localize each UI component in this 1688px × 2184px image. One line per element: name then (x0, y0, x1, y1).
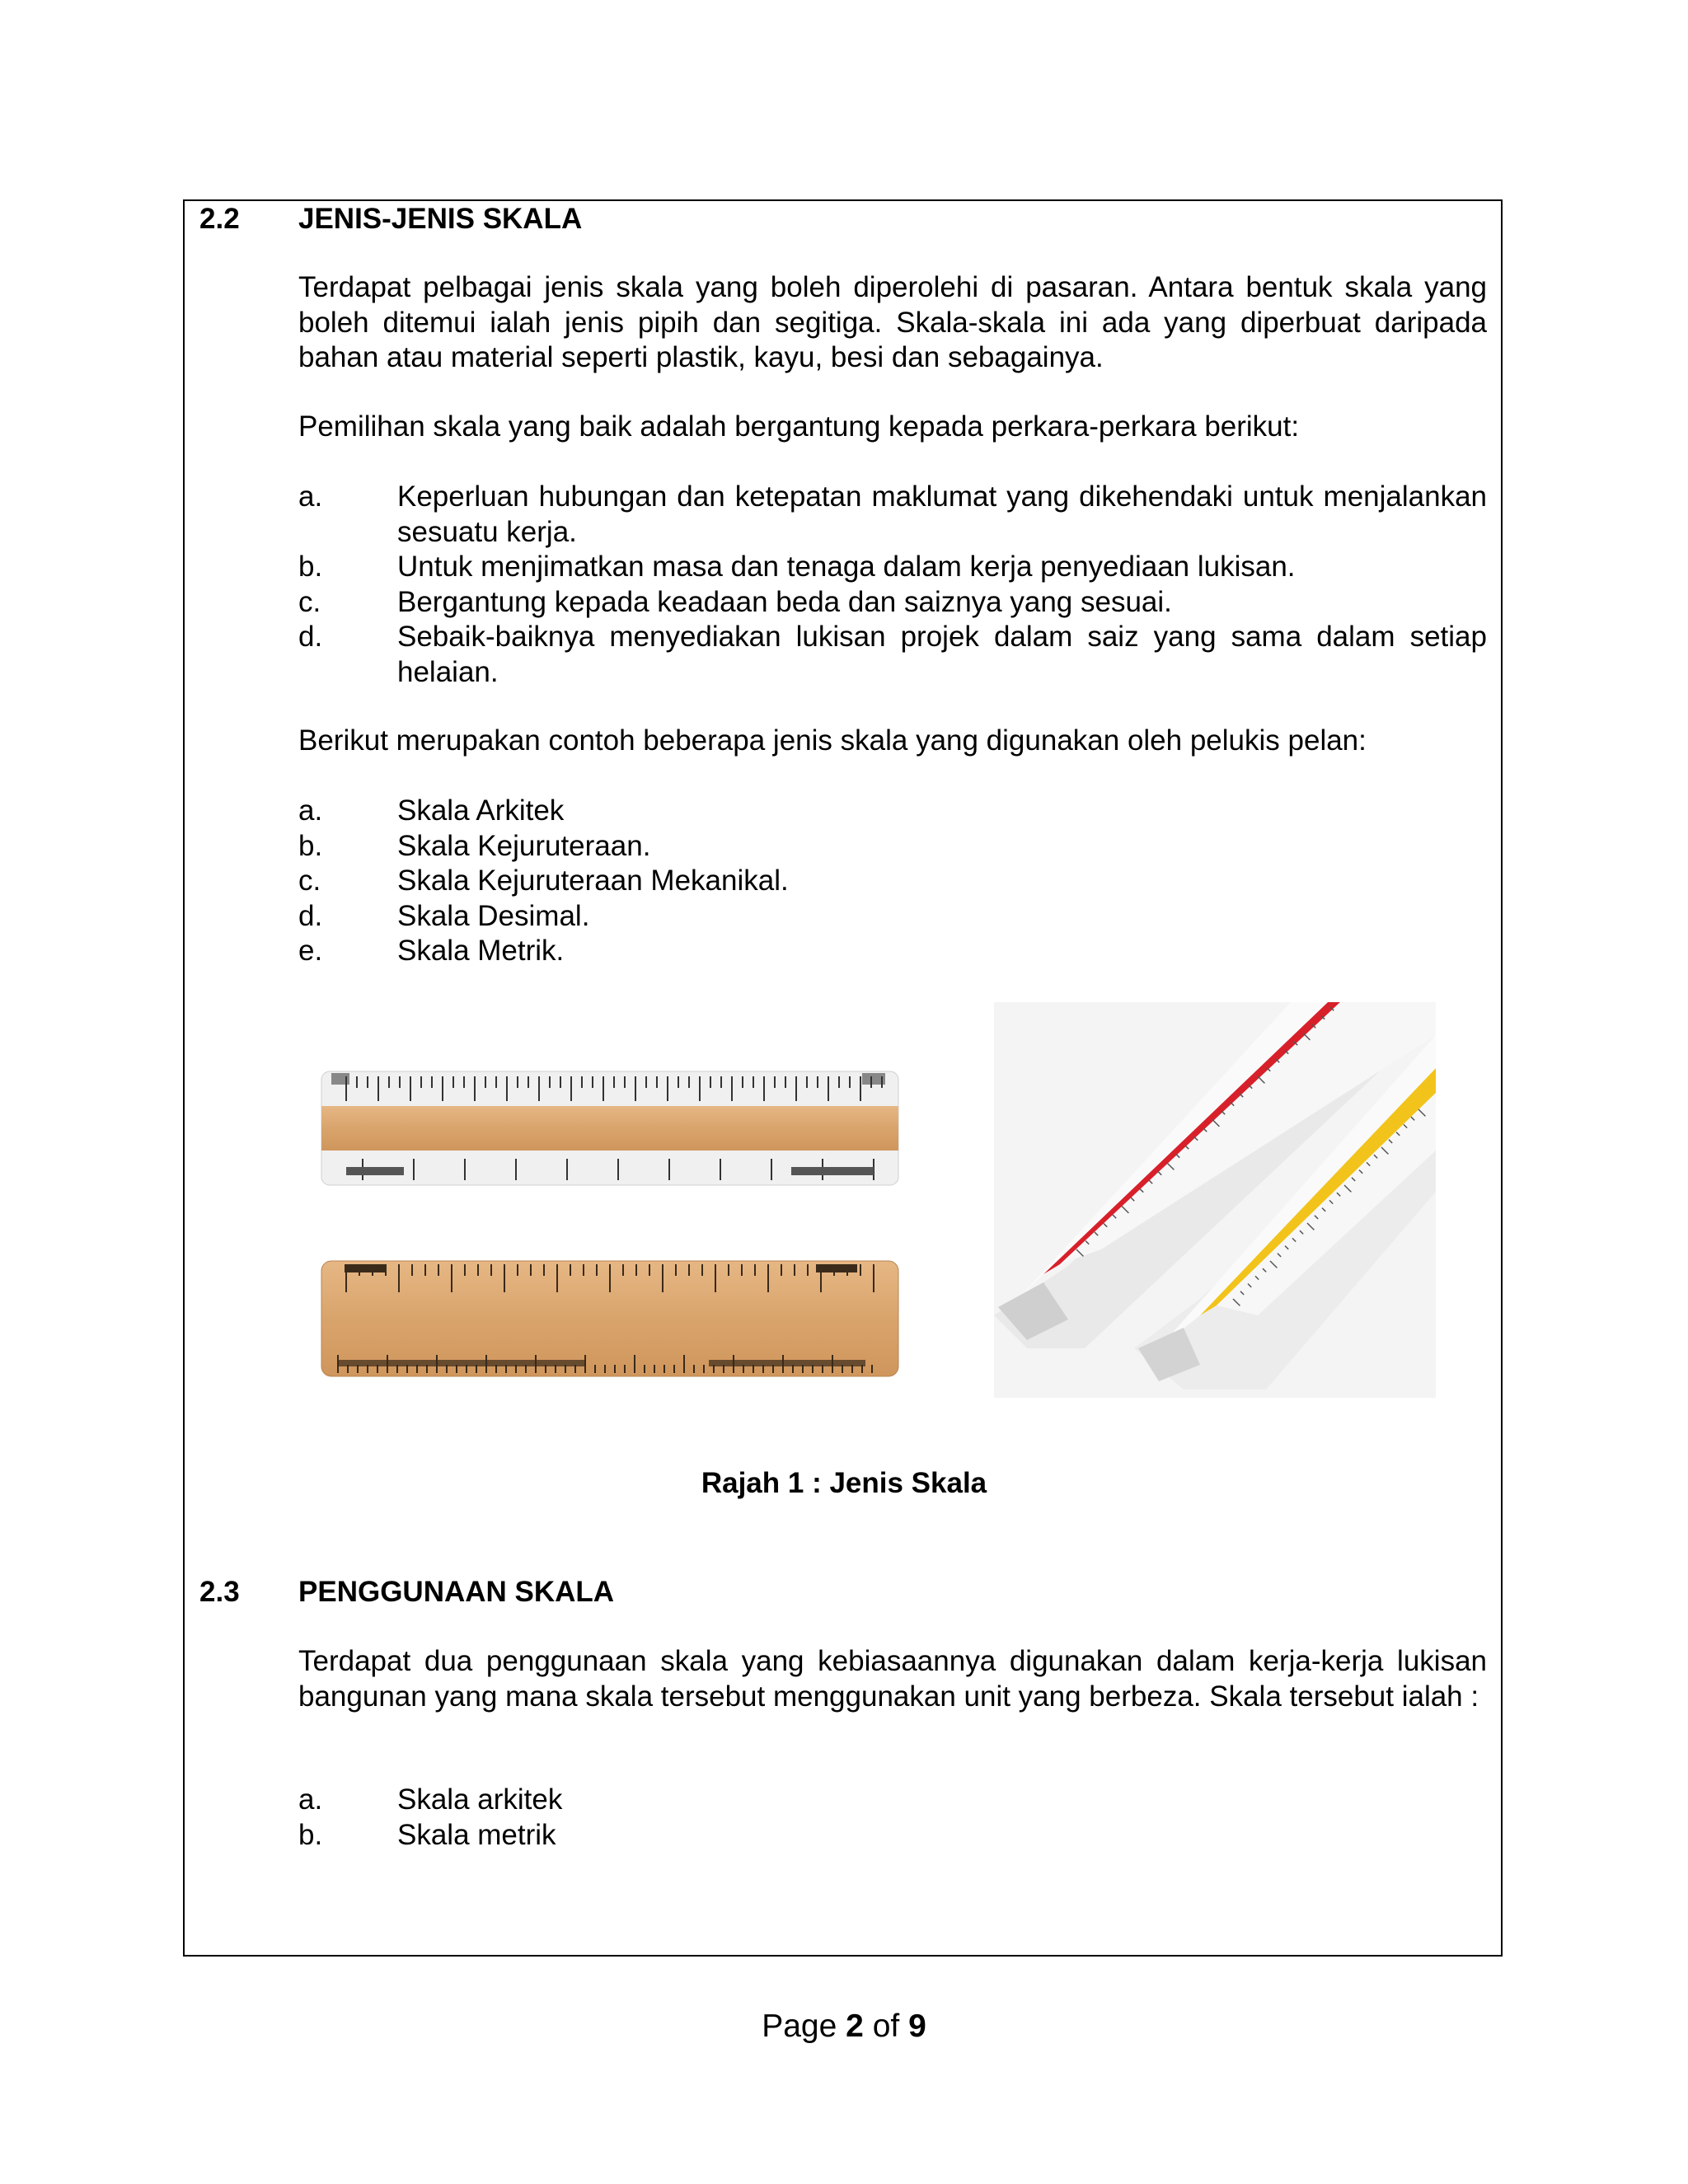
list-marker: a. (298, 480, 323, 513)
flat-scale-rulers-image (313, 1063, 907, 1393)
list-item (298, 1783, 1487, 1818)
list-marker: e. (298, 935, 323, 967)
footer-prefix: Page (762, 2008, 837, 2044)
page-footer (0, 2008, 1688, 2045)
criteria-list (298, 480, 1487, 690)
list-text: Skala Desimal. (397, 899, 590, 932)
paragraph: Pemilihan skala yang baik adalah bergantung kepada perkara-perkara berikut: (298, 410, 1300, 443)
paragraph: Terdapat pelbagai jenis skala yang boleh diperolehi di pasaran. Antara bentuk skala yang boleh ditemui ialah jenis pipih dan segitiga. Skala-skala ini ada yang diperbuat daripada bahan atau material seperti plastik, kayu, besi dan sebagainya. (298, 271, 1487, 373)
architect-flat-ruler (321, 1071, 898, 1185)
scale-types-list (298, 794, 1487, 969)
list-text: Skala Arkitek (397, 794, 565, 827)
list-marker: a. (298, 794, 323, 827)
total-pages: 9 (908, 2008, 926, 2044)
list-item (298, 829, 1487, 865)
footer-middle: of (872, 2008, 900, 2044)
list-marker: d. (298, 621, 323, 653)
list-text: Untuk menjimatkan masa dan tenaga dalam kerja penyediaan lukisan. (397, 551, 1296, 583)
triangular-scale-image (994, 1002, 1436, 1398)
section-number: 2.3 (199, 1576, 240, 1608)
current-page: 2 (846, 2008, 864, 2044)
usage-list (298, 1783, 1487, 1853)
list-text: Skala metrik (397, 1818, 556, 1851)
engineering-flat-ruler (321, 1261, 898, 1376)
list-marker: d. (298, 899, 323, 932)
list-item (298, 899, 1487, 935)
section-title: JENIS-JENIS SKALA (298, 203, 583, 235)
list-item (298, 864, 1487, 899)
list-text: Bergantung kepada keadaan beda dan saiznya yang sesuai. (397, 585, 1172, 618)
list-text: Sebaik-baiknya menyediakan lukisan projek dalam saiz yang sama dalam setiap helaian. (397, 621, 1487, 688)
list-marker: c. (298, 585, 321, 618)
list-text: Skala Kejuruteraan. (397, 829, 651, 862)
list-marker: a. (298, 1783, 323, 1816)
list-text: Skala Kejuruteraan Mekanikal. (397, 865, 789, 897)
list-item (298, 620, 1487, 690)
paragraph: Berikut merupakan contoh beberapa jenis skala yang digunakan oleh pelukis pelan: (298, 724, 1367, 757)
list-item (298, 585, 1487, 621)
list-item (298, 480, 1487, 550)
list-text: Keperluan hubungan dan ketepatan maklumat yang dikehendaki untuk menjalankan sesuatu kerja. (397, 480, 1487, 548)
list-item (298, 550, 1487, 585)
section-title: PENGGUNAAN SKALA (298, 1576, 615, 1608)
list-marker: b. (298, 1818, 323, 1851)
list-item (298, 794, 1487, 829)
list-text: Skala arkitek (397, 1783, 563, 1816)
figure-caption: Rajah 1 : Jenis Skala (701, 1467, 987, 1499)
paragraph: Terdapat dua penggunaan skala yang kebiasaannya digunakan dalam kerja-kerja lukisan bangunan yang mana skala tersebut menggunakan unit yang berbeza. Skala tersebut ialah : (298, 1645, 1487, 1713)
list-item (298, 1818, 1487, 1854)
list-marker: b. (298, 551, 323, 583)
section-number: 2.2 (199, 203, 240, 235)
list-item (298, 934, 1487, 969)
list-text: Skala Metrik. (397, 935, 565, 967)
list-marker: b. (298, 829, 323, 862)
list-marker: c. (298, 865, 321, 897)
